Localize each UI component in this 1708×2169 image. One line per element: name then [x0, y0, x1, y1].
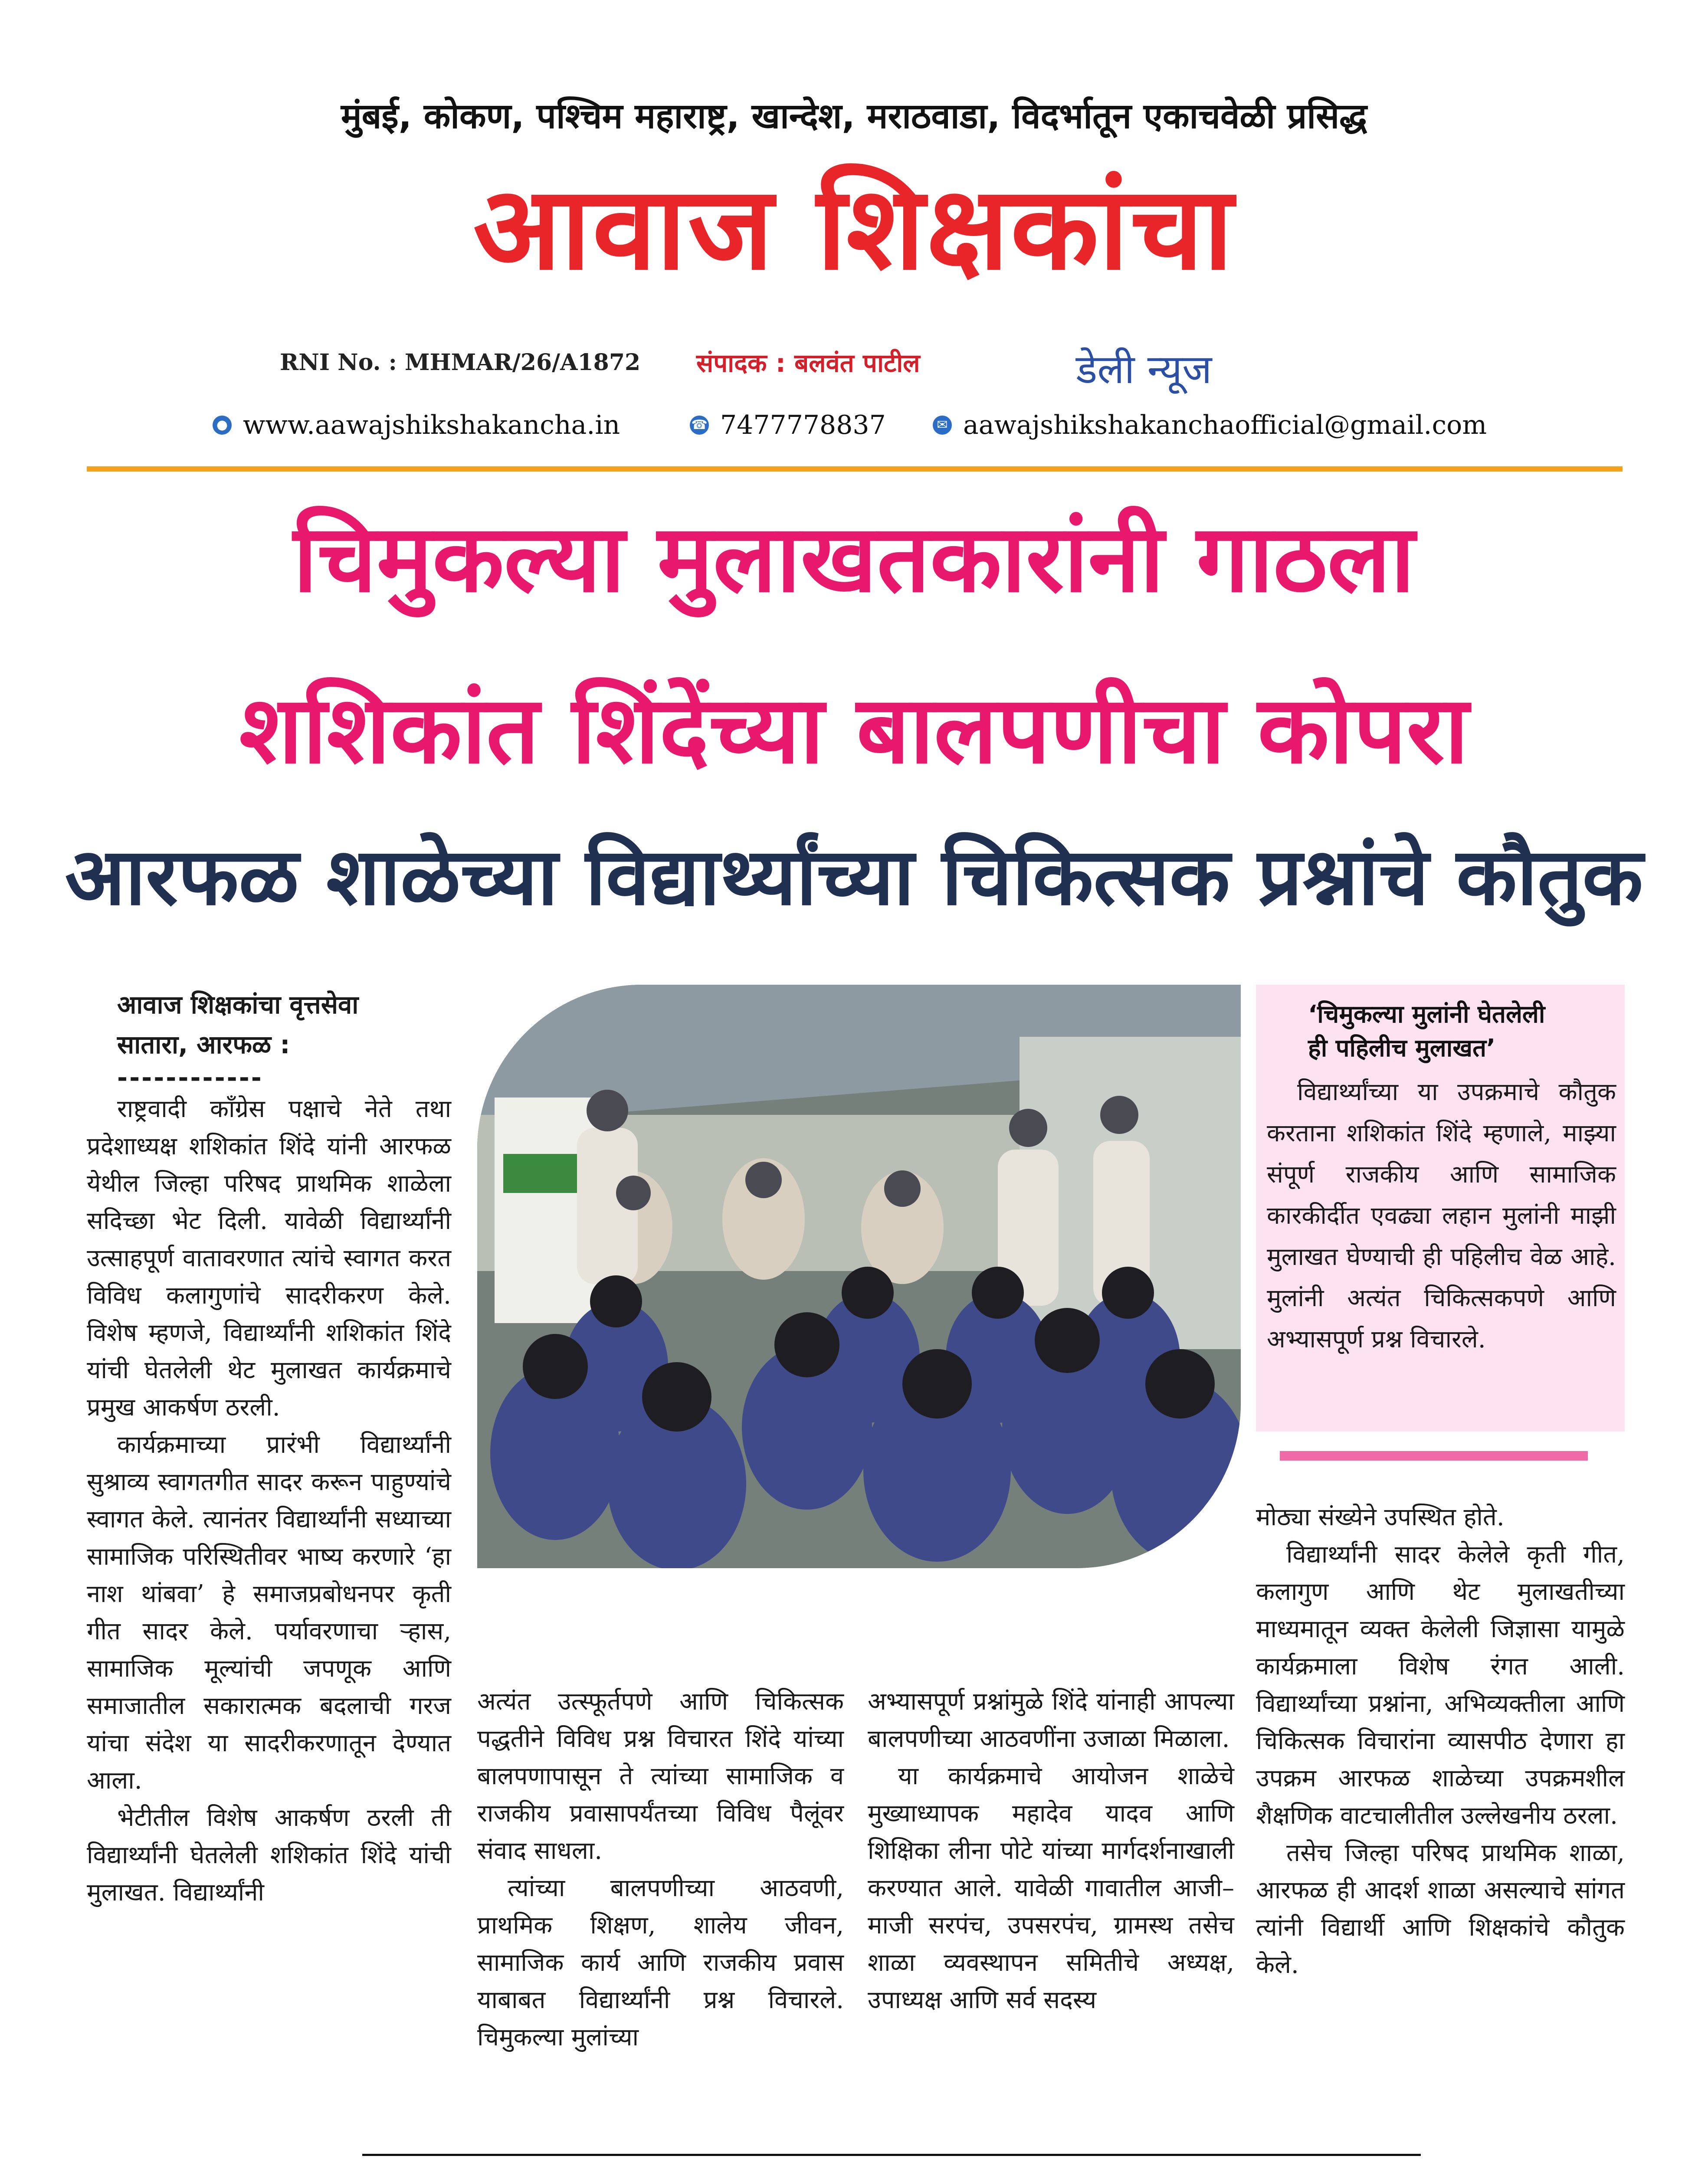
article-column-2 — [477, 1683, 844, 2056]
daily-news-label: डेली न्यूज — [1076, 346, 1212, 393]
newspaper-title: आवाज शिक्षकांचा — [473, 162, 1235, 295]
event-photo — [477, 985, 1241, 1568]
paragraph: भेटीतील विशेष आकर्षण ठरली ती विद्यार्थ्यांनी घेतलेली शशिकांत शिंदे यांची मुलाखत. विद्यार्थ्यांनी — [87, 1804, 451, 1907]
paragraph: अभ्यासपूर्ण प्रश्नांमुळे शिंदे यांनाही आपल्या बालपणीच्या आठवणींना उजाळा मिळाला. — [868, 1687, 1234, 1753]
article-column-1 — [87, 985, 451, 1911]
paragraph: राष्ट्रवादी काँग्रेस पक्षाचे नेते तथा प्रदेशाध्यक्ष शशिकांत शिंदे यांनी आरफळ येथील जिल्हा परिषद प्राथमिक शाळेला सदिच्छा भेट दिली. यावेळी विद्यार्थ्यांनी उत्साहपूर्ण वातावरणात त्यांचे स्वागत करत विविध कलागुणांचे सादरीकरण केले. विशेष म्हणजे, विद्यार्थ्यांनी शशिकांत शिंदे यांची घेतलेली थेट मुलाखत कार्यक्रमाचे प्रमुख आकर्षण ठरली. — [87, 1095, 451, 1422]
globe-icon: ● — [213, 416, 232, 435]
pull-quote-underline — [1280, 1451, 1588, 1461]
editor-name: संपादक : बलवंत पाटील — [696, 348, 920, 378]
subheadline: आरफळ शाळेच्या विद्यार्थ्यांच्या चिकित्सक प्रश्नांचे कौतुक — [65, 831, 1643, 923]
paragraph: त्यांच्या बालपणीच्या आठवणी, प्राथमिक शिक्षण, शालेय जीवन, सामाजिक कार्य आणि राजकीय प्रवास याबाबत विद्यार्थ्यांनी प्रश्न विचारले. चिमुकल्या मुलांच्या — [477, 1874, 844, 2051]
paragraph: या कार्यक्रमाचे आयोजन शाळेचे मुख्याध्यापक महादेव यादव आणि शिक्षिका लीना पोटे यांच्या मार्गदर्शनाखाली करण्यात आले. यावेळी गावातील आजी–माजी सरपंच, उपसरपंच, ग्रामस्थ तसेच शाळा व्यवस्थापन समितीचे अध्यक्ष, उपाध्यक्ष आणि सर्व सदस्य — [868, 1762, 1234, 2014]
paragraph: अत्यंत उत्स्फूर्तपणे आणि चिकित्सक पद्धतीने विविध प्रश्न विचारत शिंदे यांच्या बालपणापासून ते त्यांच्या सामाजिक व राजकीय प्रवासापर्यंतच्या विविध पैलूंवर संवाद साधला. — [477, 1687, 844, 1865]
article-column-3 — [868, 1683, 1234, 2019]
byline-location: सातारा, आरफळ : — [117, 1030, 290, 1059]
website-contact[interactable] — [213, 410, 620, 440]
tagline: मुंबई, कोकण, पश्चिम महाराष्ट्र, खान्देश, मराठवाडा, विदर्भातून एकाचवेळी प्रसिद्ध — [341, 96, 1367, 136]
phone-number[interactable]: 7477778837 — [720, 410, 886, 440]
masthead-divider — [87, 466, 1623, 472]
headline-line-2: शशिकांत शिंदेंच्या बालपणीचा कोपरा — [239, 675, 1469, 784]
phone-contact[interactable] — [690, 410, 886, 440]
paragraph: विद्यार्थ्यांनी सादर केलेले कृती गीत, कलागुण आणि थेट मुलाखतीच्या माध्यमातून व्यक्त केलेली जिज्ञासा यामुळे कार्यक्रमाला विशेष रंगत आली. विद्यार्थ्यांच्या प्रश्नांना, अभिव्यक्तीला आणि चिकित्सक विचारांना व्यासपीठ देणारा हा उपक्रम आरफळ शाळेच्या उपक्रमशील शैक्षणिक वाटचालीतील उल्लेखनीय ठरला. — [1256, 1540, 1625, 1830]
mail-icon: ✉ — [933, 416, 952, 435]
byline-rule: ------------ — [117, 1063, 263, 1092]
pull-quote-title-line-1: ‘चिमुकल्या मुलांनी घेतलेली — [1308, 1000, 1545, 1029]
footer-rule-top — [362, 2154, 1421, 2156]
pull-quote-title — [1308, 998, 1545, 1065]
email-address[interactable]: aawajshikshakanchaofficial@gmail.com — [963, 410, 1487, 440]
paragraph: मोठ्या संख्येने उपस्थित होते. — [1256, 1503, 1505, 1531]
paragraph: तसेच जिल्हा परिषद प्राथमिक शाळा, आरफळ ही आदर्श शाळा असल्याचे सांगत त्यांनी विद्यार्थी आणि शिक्षकांचे कौतुक केले. — [1256, 1839, 1625, 1979]
byline-service: आवाज शिक्षकांचा वृत्तसेवा — [117, 990, 359, 1019]
paragraph: कार्यक्रमाच्या प्रारंभी विद्यार्थ्यांनी सुश्राव्य स्वागतगीत सादर करून पाहुण्यांचे स्वागत केले. त्यानंतर विद्यार्थ्यांनी सध्याच्या सामाजिक परिस्थितीवर भाष्य करणारे ‘हा नाश थांबवा’ हे समाजप्रबोधनपर कृती गीत सादर केले. पर्यावरणाचा ऱ्हास, सामाजिक मूल्यांची जपणूक आणि समाजातील सकारात्मक बदलाची गरज यांचा संदेश या सादरीकरणातून देण्यात आला. — [87, 1431, 451, 1795]
rni-number: RNI No. : MHMAR/26/A1872 — [280, 349, 641, 376]
headline-line-1: चिमुकल्या मुलाखतकारांनी गाठला — [293, 504, 1415, 613]
pull-quote-title-line-2: ही पहिलीच मुलाखत’ — [1308, 1034, 1496, 1062]
website-link[interactable]: www.aawajshikshakancha.in — [243, 410, 620, 440]
phone-icon: ☎ — [690, 416, 709, 435]
article-column-4 — [1256, 1499, 1625, 1984]
pull-quote-body: विद्यार्थ्यांच्या या उपक्रमाचे कौतुक करताना शशिकांत शिंदे म्हणाले, माझ्या संपूर्ण राजकीय आणि सामाजिक कारकीर्दीत एवढ्या लहान मुलांनी माझी मुलाखत घेण्याची ही पहिलीच वेळ आहे. मुलांनी अत्यंत चिकित्सकपणे आणि अभ्यासपूर्ण प्रश्न विचारले. — [1267, 1078, 1616, 1353]
photo-illustration — [477, 985, 1241, 1568]
email-contact[interactable] — [933, 410, 1487, 440]
